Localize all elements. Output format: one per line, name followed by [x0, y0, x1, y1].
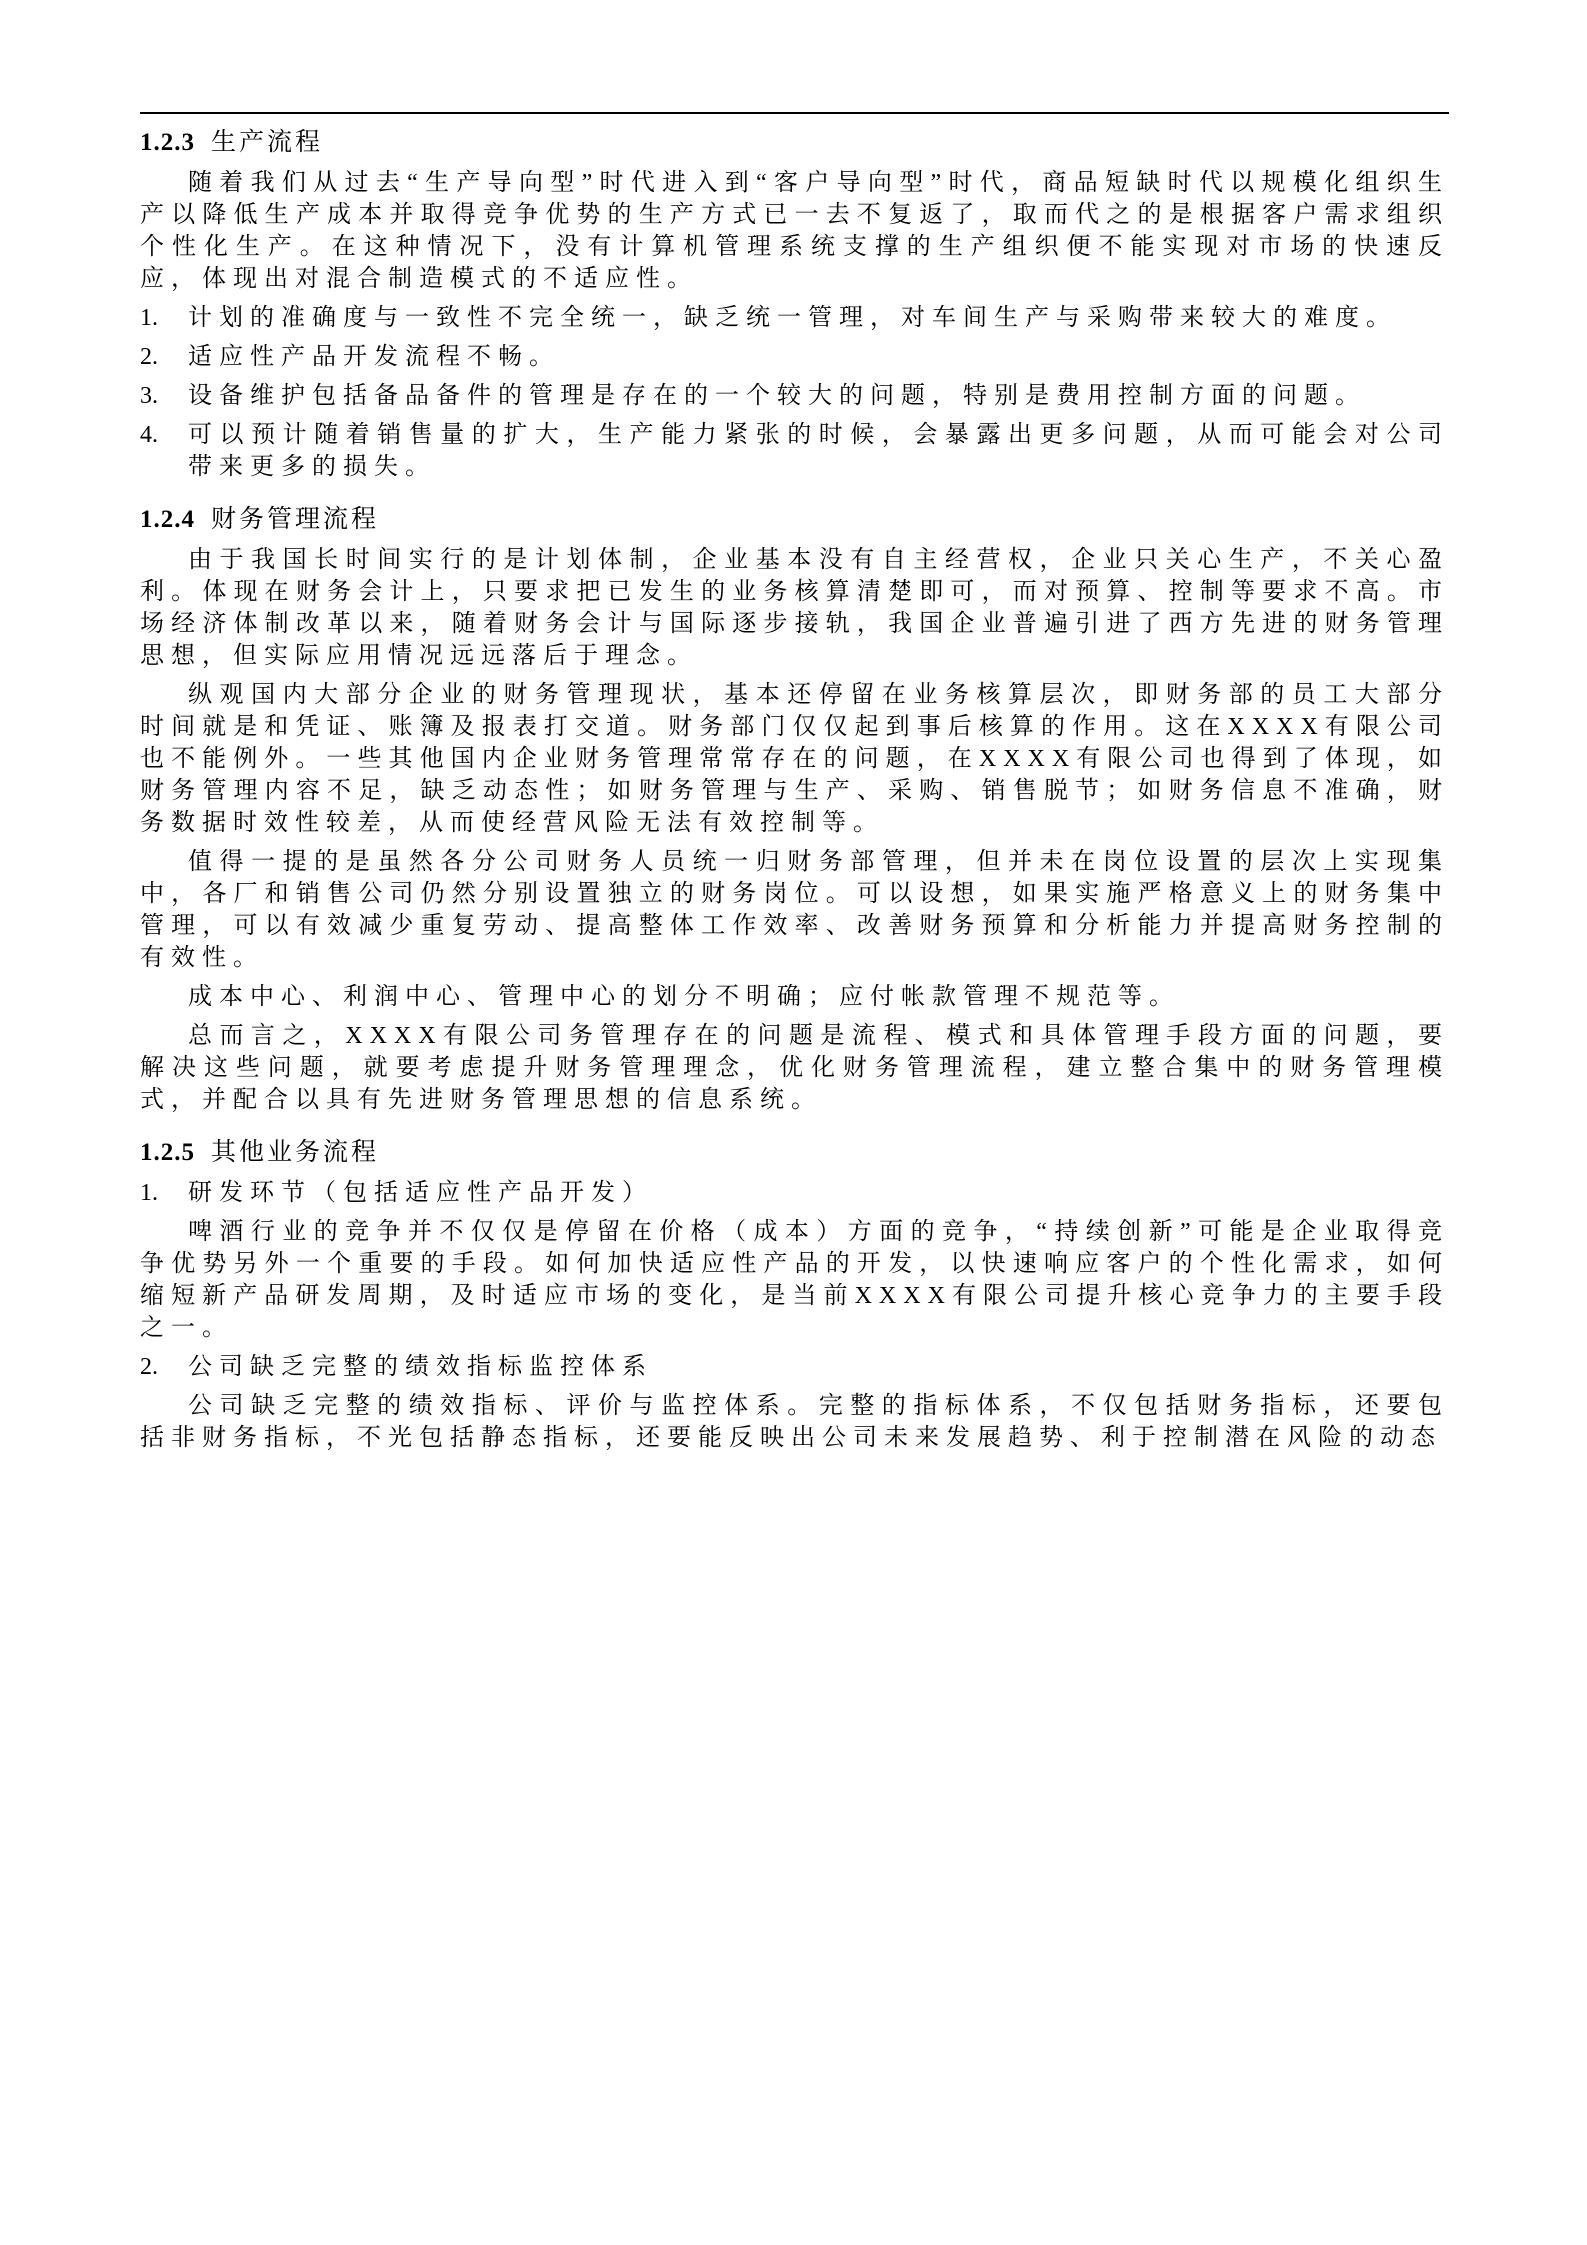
list-item: [140, 341, 1449, 373]
paragraph: 由于我国长时间实行的是计划体制，企业基本没有自主经营权，企业只关心生产，不关心盈利。体现在财务会计上，只要求把已发生的业务核算清楚即可，而对预算、控制等要求不高。市场经济体制改革以来，随着财务会计与国际逐步接轨，我国企业普遍引进了西方先进的财务管理思想，但实际应用情况远远落后于理念。: [140, 547, 1449, 669]
document-content: [140, 126, 1449, 1454]
heading-title: 财务管理流程: [211, 505, 380, 533]
list-item-text: 公司缺乏完整的绩效指标监控体系: [188, 1354, 653, 1380]
heading-number: 1.2.3: [140, 129, 195, 156]
paragraph: 纵观国内大部分企业的财务管理现状，基本还停留在业务核算层次，即财务部的员工大部分时间就是和凭证、账簿及报表打交道。财务部门仅仅起到事后核算的作用。这在XXXX有限公司也不能例外。一些其他国内企业财务管理常常存在的问题，在XXXX有限公司也得到了体现，如财务管理内容不足，缺乏动态性；如财务管理与生产、采购、销售脱节；如财务信息不准确，财务数据时效性较差，从而使经营风险无法有效控制等。: [140, 682, 1449, 836]
list-item-text: 计划的准确度与一致性不完全统一，缺乏统一管理，对车间生产与采购带来较大的难度。: [188, 305, 1397, 331]
paragraph: 成本中心、利润中心、管理中心的划分不明确；应付帐款管理不规范等。: [188, 984, 1180, 1010]
list-item: [140, 302, 1449, 334]
list-item-text: 研发环节（包括适应性产品开发）: [188, 1180, 653, 1206]
list-item-text: 可以预计随着销售量的扩大，生产能力紧张的时候，会暴露出更多问题，从而可能会对公司带来更多的损失。: [188, 422, 1449, 480]
list-item-text: 适应性产品开发流程不畅。: [188, 344, 560, 370]
list-item-number: 2.: [140, 1354, 158, 1380]
list-item-number: 4.: [140, 422, 158, 448]
paragraph: 公司缺乏完整的绩效指标、评价与监控体系。完整的指标体系，不仅包括财务指标，还要包括非财务指标，不光包括静态指标，还要能反映出公司未来发展趋势、利于控制潜在风险的动态: [140, 1393, 1449, 1451]
heading-number: 1.2.5: [140, 1139, 195, 1166]
section-heading: [140, 126, 1449, 159]
heading-title: 其他业务流程: [211, 1138, 380, 1166]
paragraph: 值得一提的是虽然各分公司财务人员统一归财务部管理，但并未在岗位设置的层次上实现集中，各厂和销售公司仍然分别设置独立的财务岗位。可以设想，如果实施严格意义上的财务集中管理，可以有效减少重复劳动、提高整体工作效率、改善财务预算和分析能力并提高财务控制的有效性。: [140, 849, 1449, 971]
list-item: [140, 419, 1449, 483]
list-item-number: 1.: [140, 1180, 158, 1206]
list-item: [140, 380, 1449, 412]
list-item-number: 1.: [140, 305, 158, 331]
header-rule: [140, 112, 1449, 114]
paragraph: 总而言之，XXXX有限公司务管理存在的问题是流程、模式和具体管理手段方面的问题，要解决这些问题，就要考虑提升财务管理理念，优化财务管理流程，建立整合集中的财务管理模式，并配合以具有先进财务管理思想的信息系统。: [140, 1023, 1449, 1113]
paragraph: 随着我们从过去“生产导向型”时代进入到“客户导向型”时代，商品短缺时代以规模化组织生产以降低生产成本并取得竞争优势的生产方式已一去不复返了，取而代之的是根据客户需求组织个性化生产。在这种情况下，没有计算机管理系统支撑的生产组织便不能实现对市场的快速反应，体现出对混合制造模式的不适应性。: [140, 170, 1449, 292]
heading-number: 1.2.4: [140, 506, 195, 533]
list-item: [140, 1351, 1449, 1383]
list-item: [140, 1177, 1449, 1209]
list-item-number: 2.: [140, 344, 158, 370]
section-heading: [140, 1136, 1449, 1169]
list-item-number: 3.: [140, 383, 158, 409]
heading-title: 生产流程: [211, 128, 324, 156]
list-item-text: 设备维护包括备品备件的管理是存在的一个较大的问题，特别是费用控制方面的问题。: [188, 383, 1366, 409]
section-heading: [140, 503, 1449, 536]
paragraph: 啤酒行业的竞争并不仅仅是停留在价格（成本）方面的竞争，“持续创新”可能是企业取得竞争优势另外一个重要的手段。如何加快适应性产品的开发，以快速响应客户的个性化需求，如何缩短新产品研发周期，及时适应市场的变化，是当前XXXX有限公司提升核心竞争力的主要手段之一。: [140, 1219, 1449, 1341]
